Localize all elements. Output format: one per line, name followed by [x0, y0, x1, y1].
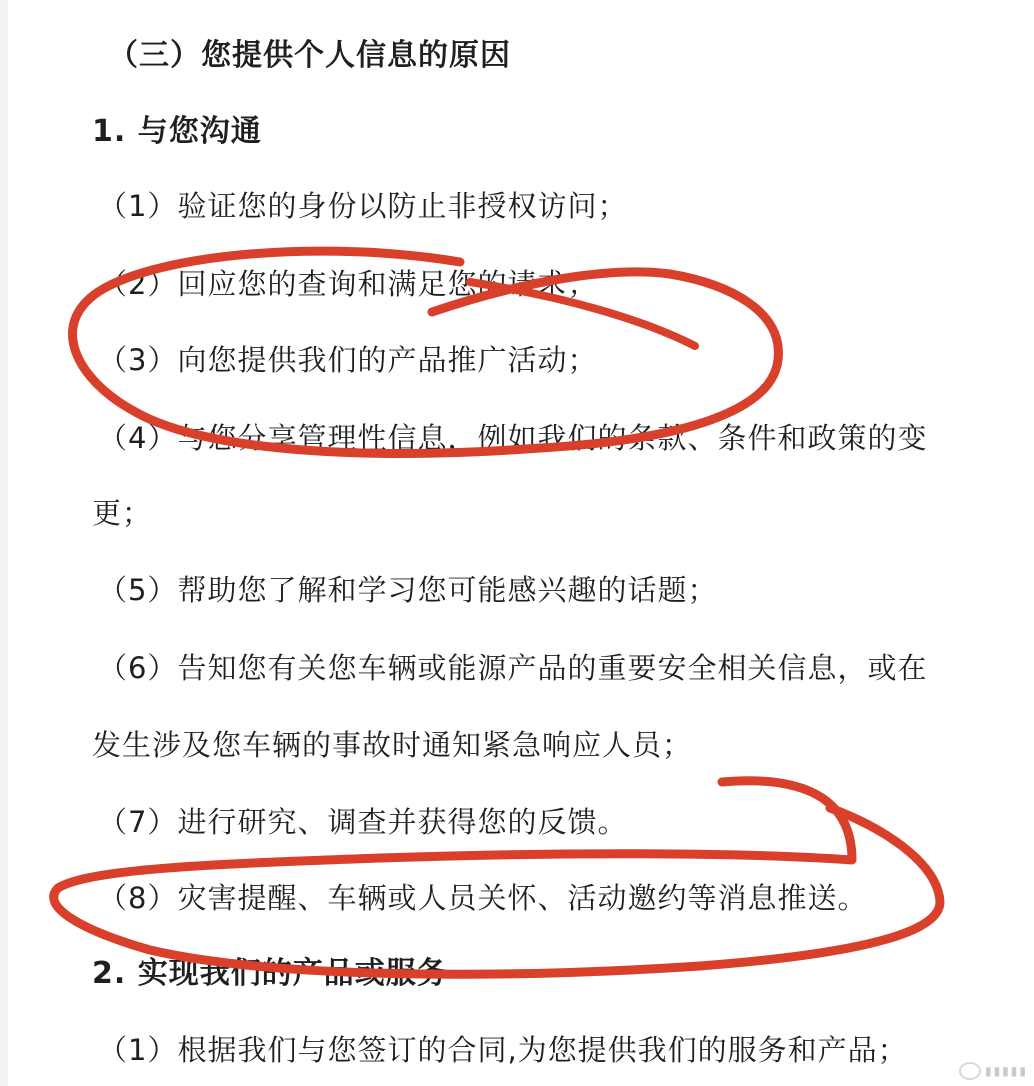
- list-item-2: （2）回应您的查询和满足您的请求；: [98, 267, 598, 301]
- list-item-3: （3）向您提供我们的产品推广活动；: [98, 343, 598, 377]
- list-item-5: （5）帮助您了解和学习您可能感兴趣的话题；: [98, 573, 718, 607]
- watermark-logo-icon: [959, 1062, 981, 1080]
- list-item-1: （1）验证您的身份以防止非授权访问；: [98, 189, 628, 223]
- list-item-7: （7）进行研究、调查并获得您的反馈。: [98, 805, 628, 839]
- list-item-6: （6）告知您有关您车辆或能源产品的重要安全相关信息，或在: [98, 651, 928, 685]
- section-title: （三）您提供个人信息的原因: [108, 38, 511, 73]
- watermark-text: ▮▮▮▮▮: [984, 1064, 1028, 1078]
- list-item-4: （4）与您分享管理性信息，例如我们的条款、条件和政策的变: [98, 421, 928, 455]
- list-item-6-continuation: 发生涉及您车辆的事故时通知紧急响应人员；: [92, 728, 693, 762]
- list-item-2-1: （1）根据我们与您签订的合同,为您提供我们的服务和产品；: [98, 1033, 908, 1067]
- list-item-4-continuation: 更；: [92, 496, 153, 530]
- list-item-8: （8）灾害提醒、车辆或人员关怀、活动邀约等消息推送。: [98, 881, 868, 915]
- watermark: [959, 1062, 1028, 1080]
- left-edge-strip: [0, 0, 8, 1086]
- heading-products-services: 2. 实现我们的产品或服务: [92, 956, 448, 991]
- heading-communicate: 1. 与您沟通: [92, 114, 262, 149]
